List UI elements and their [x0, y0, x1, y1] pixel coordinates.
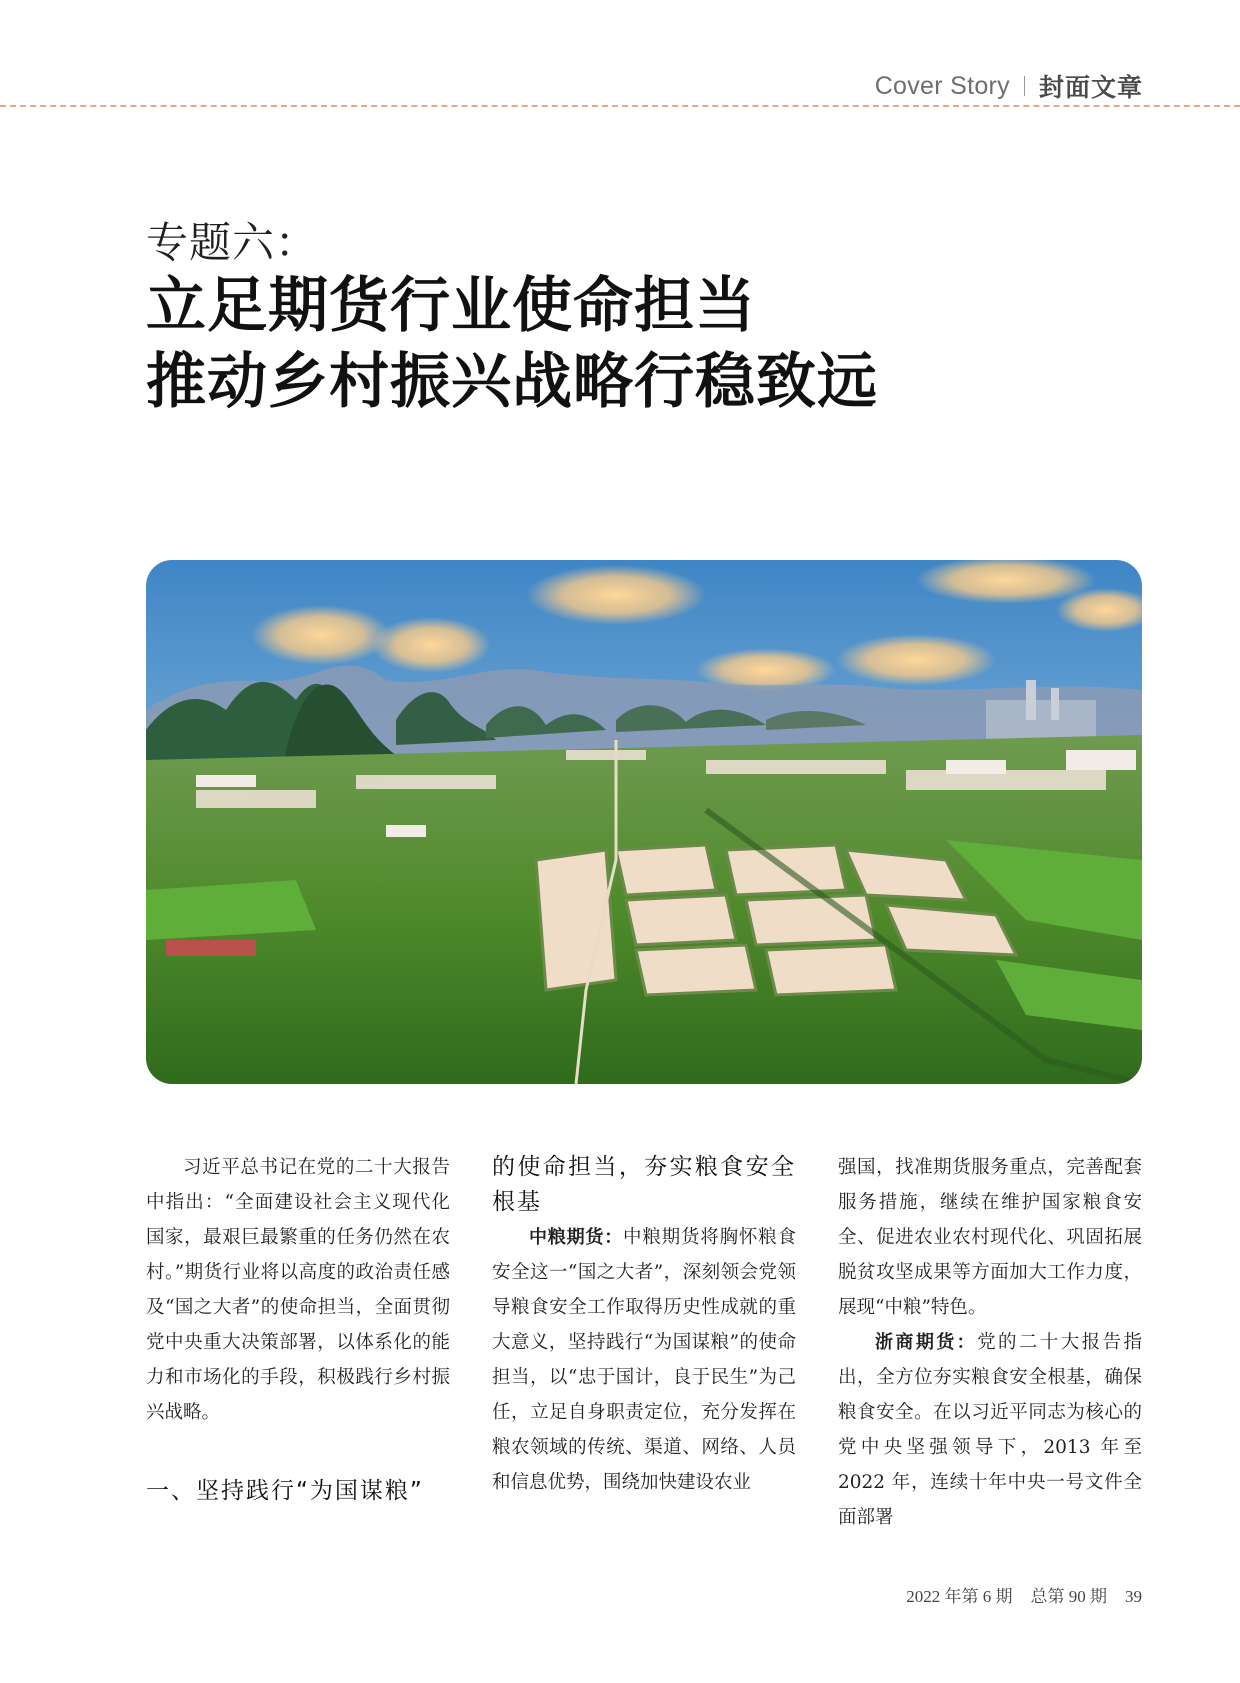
- intro-paragraph: 习近平总书记在党的二十大报告中指出：“全面建设社会主义现代化国家，最艰巨最繁重的任务仍然在农村。”期货行业将以高度的政治责任感及“国之大者”的使命担当，全面贯彻党中央重大决策部署，以体系化的能力和市场化的手段，积极践行乡村振兴战略。: [146, 1157, 450, 1423]
- column-1: [146, 1150, 450, 1509]
- zheshang-paragraph: [838, 1325, 1142, 1535]
- title-line-1: 立足期货行业使命担当: [146, 271, 756, 341]
- section-label-en: Cover Story: [874, 71, 1010, 100]
- section-1-heading-part2: 的使命担当，夯实粮食安全根基: [492, 1154, 796, 1215]
- title-line-2: 推动乡村振兴战略行稳致远: [146, 347, 878, 417]
- header-dashed-rule: [0, 105, 1240, 107]
- zheshang-text: 党的二十大报告指出，全方位夯实粮食安全根基，确保粮食安全。在以习近平同志为核心的党中央坚强领导下，2013 年至 2022 年，连续十年中央一号文件全面部署: [838, 1332, 1142, 1528]
- page-footer: [906, 1582, 1142, 1607]
- article-kicker: 专题六：: [146, 218, 319, 267]
- zheshang-name: 浙商期货：: [875, 1332, 978, 1353]
- running-header: [875, 68, 1143, 104]
- total-issue: 总第 90 期: [1030, 1587, 1107, 1606]
- zhongliang-name: 中粮期货：: [529, 1227, 624, 1248]
- page-number: 39: [1125, 1587, 1142, 1606]
- header-divider: [1024, 76, 1025, 96]
- zhongliang-continued: 强国，找准期货服务重点，完善配套服务措施，继续在维护国家粮食安全、促进农业农村现代化、巩固拓展脱贫攻坚成果等方面加大工作力度，展现“中粮”特色。: [838, 1157, 1142, 1318]
- issue-number: 2022 年第 6 期: [906, 1587, 1013, 1606]
- article-title: [146, 268, 1146, 420]
- landscape-photo-icon: [146, 560, 1142, 1084]
- zhongliang-text: 中粮期货将胸怀粮食安全这一“国之大者”，深刻领会党领导粮食安全工作取得历史性成就的重大意义，坚持践行“为国谋粮”的使命担当，以“忠于国计，良于民生”为己任，立足自身职责定位，充分发挥在粮农领域的传统、渠道、网络、人员和信息优势，围绕加快建设农业: [492, 1227, 796, 1493]
- section-1-heading-part1: 一、坚持践行“为国谋粮”: [146, 1478, 424, 1504]
- zhongliang-paragraph: [492, 1220, 796, 1500]
- column-2: [492, 1150, 796, 1500]
- section-label-cn: 封面文章: [1038, 73, 1143, 102]
- column-3: [838, 1150, 1142, 1535]
